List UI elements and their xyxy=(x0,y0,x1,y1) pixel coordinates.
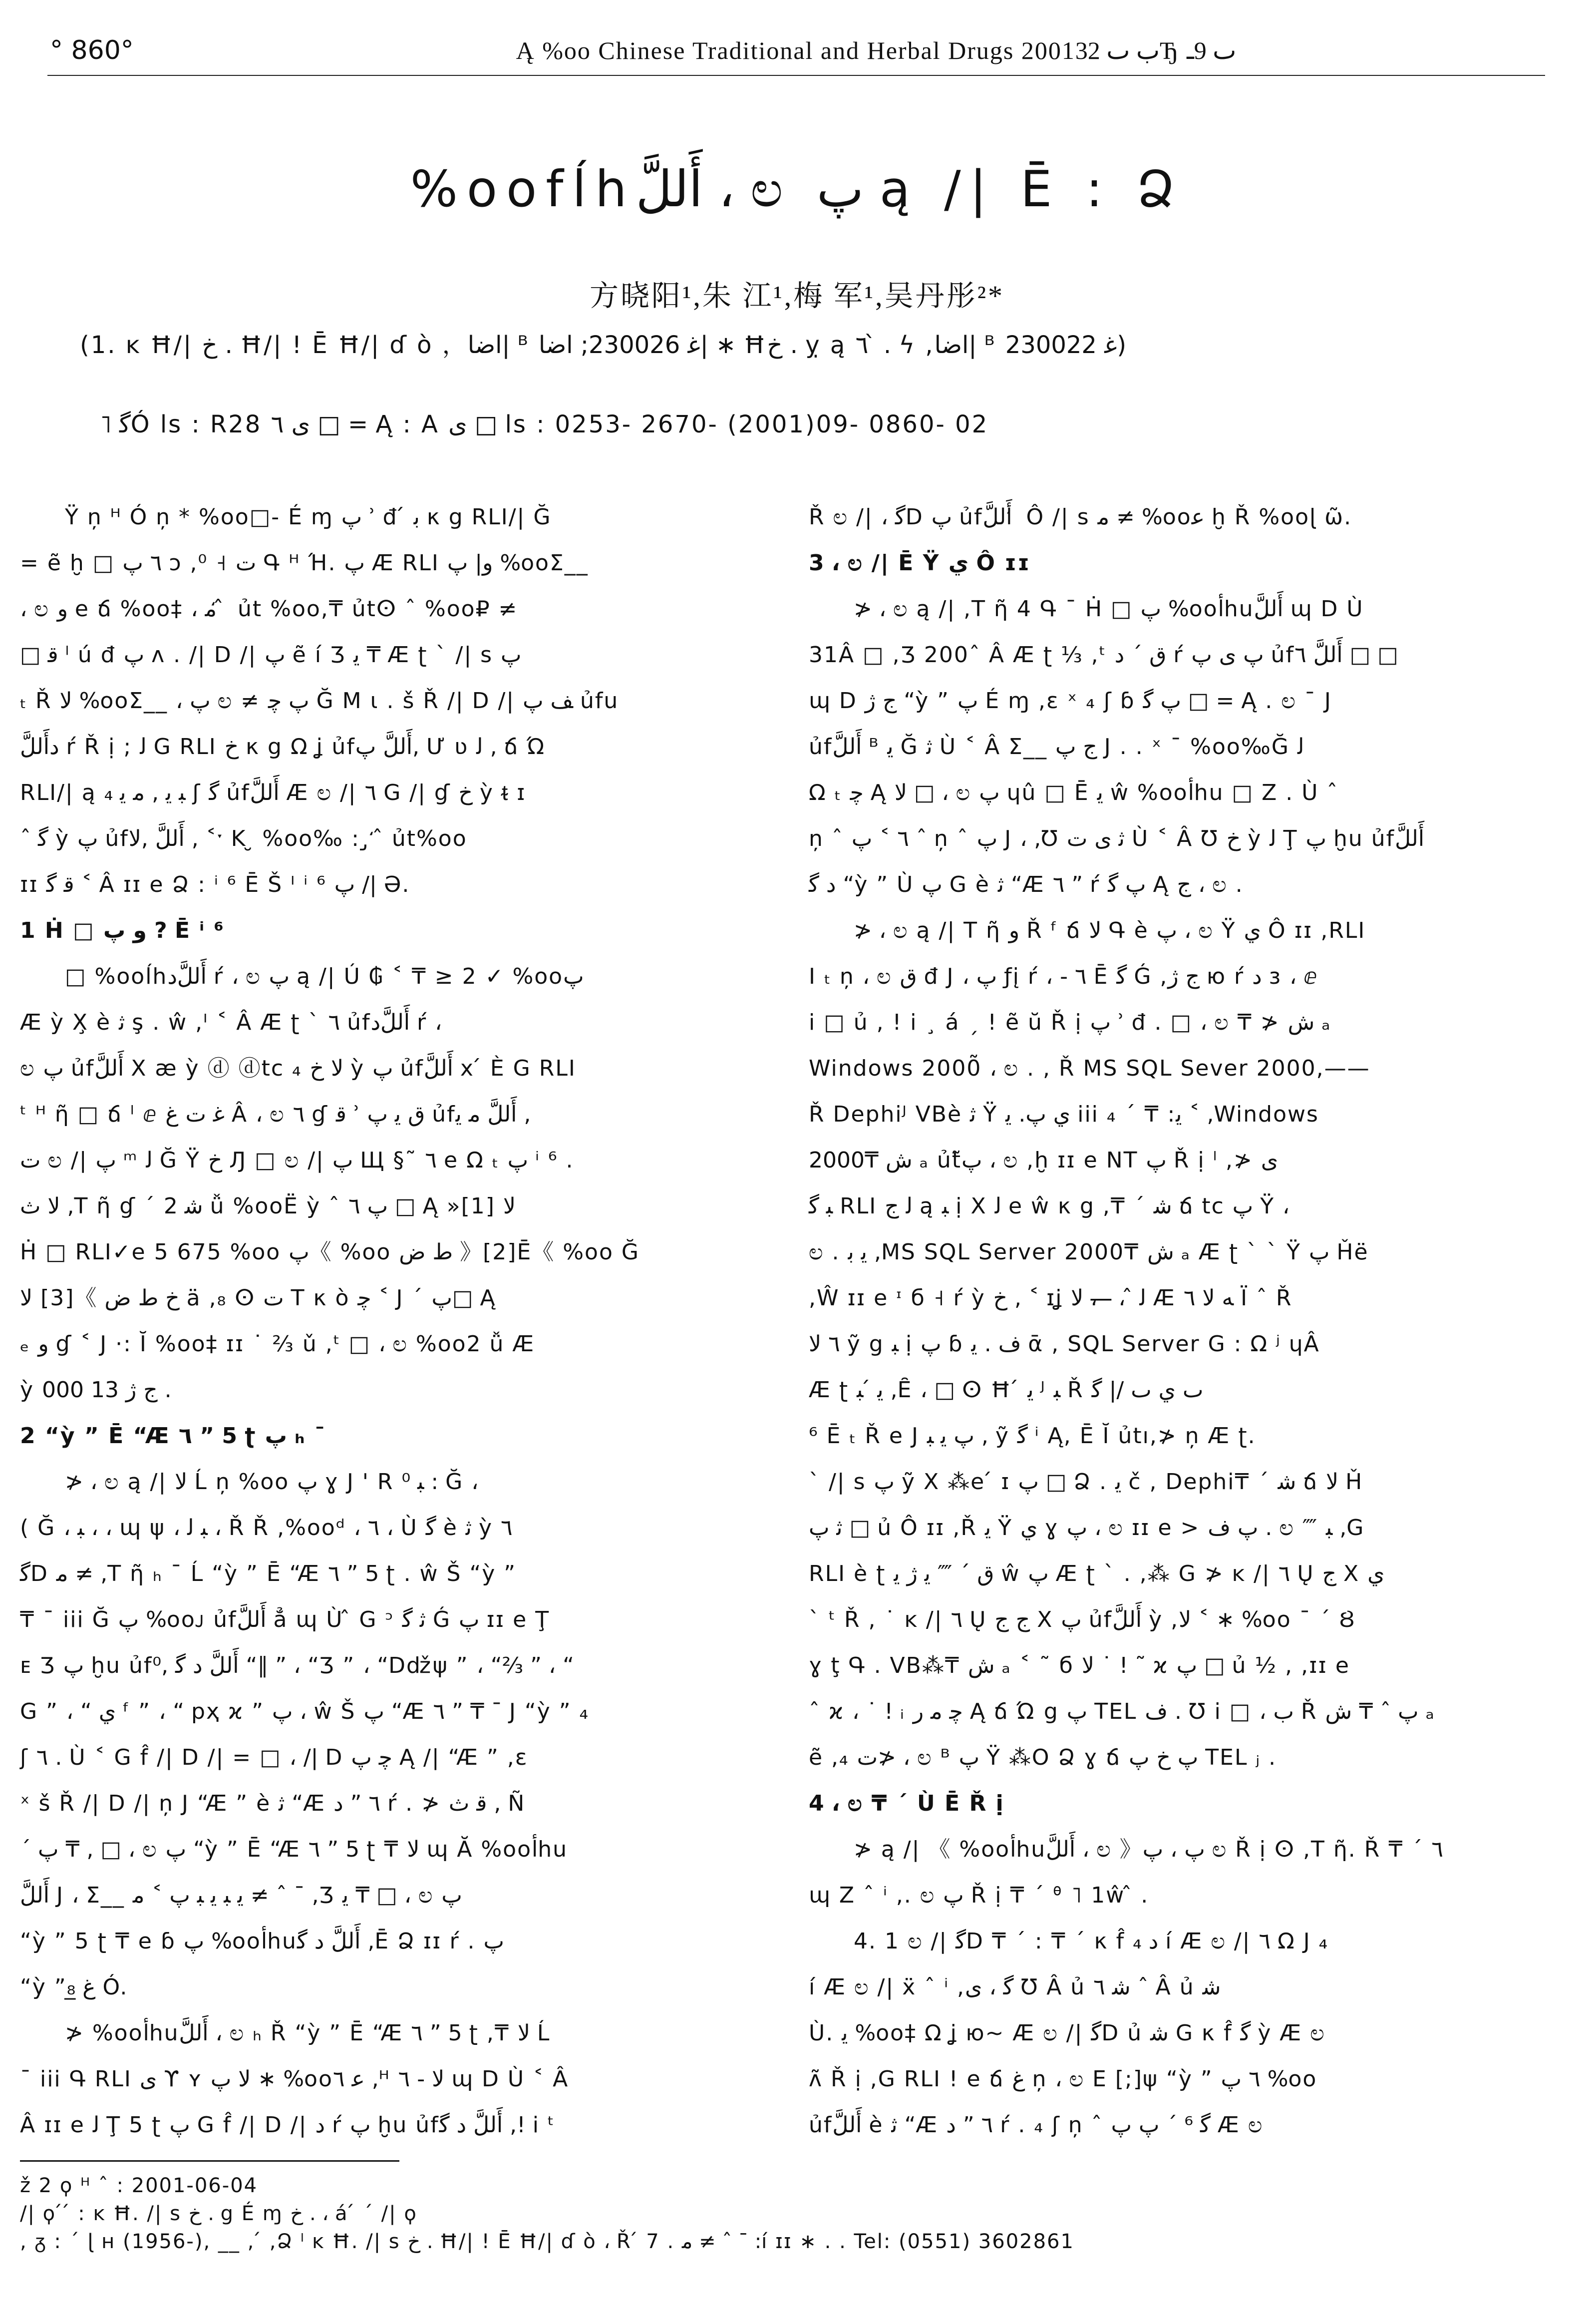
text-line: ɰ D ج ژ “ỳ ” پ É ɱ ,ɛ ˣ ₄ ʃ ɓ پ ﮔ □ = Ą . ಲ ˉ J xyxy=(809,688,1332,714)
text-line: ˋ ᵗ Ř , ˙ ĸ /| ٦ Ų ج ج X پ ủfأَللَّ ỳ ,ﻻ ˂ ∗ %oo ˉ ˊ Ȣ xyxy=(809,1607,1356,1632)
text-line: ɰ Ζ ˆ ⁱ ,. ಲ پ Ř ị ₸ ˊ ᶿ ˥ 1ŵ ̂ . xyxy=(809,1883,1149,1908)
text-line: í Æ ಲ /| ẍ ˆ ⁱ ,ﮔ ، ﻯ Ʊ Â ủ ﺷ ٦ ˆ Â ủ ﺷ xyxy=(809,1974,1221,2000)
text-line: ,Ŵ ɪɪ e ᶦ б ˧ ŕ ỳ ﺥ , ˂ ɪʝ ﻟ ̂ ، ̶ ̶ ، ﻻ Æ ﻪ ﻻ ٦ Ï ˆ Ř xyxy=(809,1285,1292,1311)
footnote-author: , ᵹ : ˊ ɭ ʜ (1956-), __ , ́ ,Ձ ˡ ĸ Ħ. /| s ﺥ . Ħ/| ! Ē Ħ/| ɗ ò ، Ř ́ 7 . ﻣ ≠ ˆ ˉ :í ɪɪ ∗ . . Tel: (0551) 3602861 xyxy=(20,2230,1074,2253)
text-line: Â ɪɪ e ﻟ Ţ 5 ʈ پ G f̂ /| D /| ﺩ ŕ پ ḫu ủfأَللَّ ﺩ ﮔ ,! i ᵗ xyxy=(20,2112,555,2138)
text-line: ≯ ، ಲ ą /| ,T ῆ 4 Գ ˉ Ḣ □ پ %ooﺃhuأَللَّ ɰ D Ù xyxy=(854,596,1364,622)
section-heading: 1 Ḣ □ و پ ? Ē ⁱ ⁶ xyxy=(20,918,225,943)
journal-name: Ą %oo Chinese Traditional and Herbal Drugs 2001ب ٮ 32Ђ ٮ 9ـ xyxy=(516,36,1237,64)
text-line: ỳ ج ژ 13 000 . xyxy=(20,1377,172,1403)
text-line: Æ ʈ ﻳ ́ ﺒ ,Ȇ ، □ ⵙ Ħ ́ ﻳ ᴶ ﺒ Ř ٮ ي ٮ /| ﮔ xyxy=(809,1377,1204,1403)
text-line: ٦ ﻻ ỹ g ﺒ ị پ ɓ ﻑ . ﻳ ᾱ , SQL Server G : Ω ʲ ɥÂ xyxy=(809,1331,1320,1357)
text-line: 4. 1 ಲ /| ﮔD ₸ ˊ : ₸ ˊ κ f̂ ﺩ ₄ í Æ ಲ /| ٦ Ω J ₄ xyxy=(854,1929,1329,1954)
text-line: ᵗ ᴴ ῆ □ ճ ˡ ⅇ ﻏ ﺕ ﻍ Â ، ಲ ٦ ɠ ﻗ ʾ ق ﻳ پ ủfأَللَّ ﻣ ﻳ , xyxy=(20,1102,531,1127)
text-line: ⁶ Ē ₜ Ř e J پ ﻳ ﺒ , ỹ ﮔ ⁱ Ą, Ē Ĭ ủtı,≯ ņ Æ ʈ. xyxy=(809,1423,1256,1449)
text-line: Windows 2000̃ ، ಲ . , Ř MS SQL Sever 2000,—— xyxy=(809,1056,1370,1081)
text-line: Ù. ﻳ %oo‡ Ω ʝ ю~ Æ ಲ /| ﮔD ủ ﺷ G κ f̂ ﮔ ỳ Æ ಲ xyxy=(809,2020,1325,2046)
text-line: ≯ ، ಲ ą /| ﻻ Ĺ ņ %oo پ ɣ J ' R ﺒ ⁰ : Ğ ، xyxy=(65,1469,479,1495)
text-line: ˉ iii Գ RLI ى ϒ ʏ ﻻ پ ∗ %ooﻋ ٦ ,ᴴ ﻻ - ٦ ɰ D Ù ˂ Â xyxy=(20,2066,569,2092)
text-line: RLI è ʈ ق ˊ ⁗ ﻳ ژ ﻳ ŵ پ Æ ʈ ˋ . ,⁂ G ≯ ĸ /| ٦ Ų ج X ي xyxy=(809,1561,1385,1586)
footnote-fund: /| ϙ ́ ́ : ĸ Ħ. /| s ﺥ . g É ɱ ﺥ . ، á ́ ˊ /| ϙ xyxy=(20,2202,417,2225)
text-line: Æ ỳ X̧ è ﺛ ş . ŵ ,ᴵ ˂ Â Æ ʈ ˋ ٦ ủfأَللَّﺩ ŕ ، xyxy=(20,1010,442,1035)
text-line: = ẽ ḫ □ ٦ پ ɔ ,⁰ ˧ ت Գ ᴴ Ή. پ Æ RLI و| پ %ooΣ__ xyxy=(20,550,589,576)
text-line: □ %ooĺhأَللَّﺩ ŕ ، ಲ پ ą /| Ú ₲ ˂ ₸ ≥ 2 ✓ %ooپ xyxy=(65,964,584,989)
text-line: Ḣ □ RLI✓e 5 675 %oo پ《 %oo ﻁ ﺽ 》[2]Ē《 %oo Ğ xyxy=(20,1239,639,1265)
page-number: ° 860° xyxy=(50,35,134,65)
text-line: 2000₸ ش ₐ ủtپ̃ ، ಲ ,ḫ ɪɪ e NT پ Ř ị ˡ ,≯ ى xyxy=(809,1148,1278,1173)
text-line: Ω ₜ ﭼ Ą ﻻ □ ، ಲ پ ɥû □ Ē ﻳ ŵ %ooﺃhu □ Ζ . Ù ˆ xyxy=(809,780,1339,805)
text-line: ﺩ ﮔ “ỳ ” Ù پ G è ﺛ “Æ ٦ ” ŕ پ ﮔ Ą ج ، ಲ . xyxy=(809,872,1244,897)
text-line: “ỳ ”ﻍ ̲₈ Ó. xyxy=(20,1974,128,2000)
text-line: ﺒ ﮔ RLI ﻟ ج ą ﺒ ị X ﻟ e ŵ κ g ,₸ ˊ ﺷ ճ tc پ Ÿ ، xyxy=(809,1193,1290,1219)
text-line: ʃ ٦ . Ù ˂ G f̂ /| D /| = □ ، /| D ﭼ پ Ą /| “Æ ” ,ɛ xyxy=(20,1745,528,1770)
text-line: ˣ š Ř /| D /| ņ J “Æ ” è ﺛ “Æ ٦ ” ﺩ ŕ . ≯ ﻗ ﺙ , Ñ xyxy=(20,1791,526,1816)
text-line: ₸ ˉ iii Ğ پ %ooᴊ ủfأَللَّ ẳ ɰ Ù ̂ G ᵓ ﺛ ﮔ Ǵ پ ɪɪ e Ţ xyxy=(20,1607,550,1632)
text-line: I ₜ ņ ، ಲ ق đ J ، پ ƒį ŕ ، - ٦ Ē ﮔ Ǵ ,ج ژ ю ŕ ﺩ ɜ ، ⅇ xyxy=(809,964,1317,989)
text-line: ủfأَللَّ è ﺛ “Æ ٦ ” ﺩ ŕ . ₄ ʃ ņ ˆ ﮔ ⁶ ˊ پ پ Æ ಲ xyxy=(809,2112,1264,2138)
authors: 方晓阳¹,朱 江¹,梅 军¹,吴丹彤²* xyxy=(589,280,1005,312)
affiliation: (1. ĸ Ħ/| ﺥ . Ħ/| ! Ē Ħ/| ɗ ò ，اضا| ᴮ ﻏ 230026; اضا| ∗ Ħﺥ . ỵ ą ٦ ̀ . ϟ ,اضا| ᴮ ﻏ 230022) xyxy=(80,331,1128,359)
text-line: ˋ /| s پ ỹ X ⁂e ́ ɪ پ □ Ձ . ﻳ č , Dephi₸ ˊ ﺷ ճ ﻻ Ȟ xyxy=(809,1469,1363,1495)
text-line: ﮔD ﻣ ≠ ,T ῆ ₕ ˉ Ĺ “ỳ ” Ē “Æ ٦ ” 5 ʈ . ŵ Š “ỳ ” xyxy=(20,1561,517,1586)
text-line: ﺛ پ □ ủ Ô ɪɪ ,Ř ﻳ Ÿ ي ɣ پ ، ಲ ɪɪ e > پ ﻑ . ಲ ⁗ ﺒ ,G xyxy=(809,1515,1365,1541)
text-line: ﻻ ﺙ ,T ῆ ɠ ˊ ﺷ 2 ǚ %ooË ỳ ˆ پ ٦ □ Ą »[1] ﻻ xyxy=(20,1193,516,1219)
text-line: “ỳ ” 5 ʈ ₸ e ɓ پ %ooﺃhuأَللَّ ﺩ ﮔ ,Ē Ձ ɪɪ ŕ . پ xyxy=(20,1929,504,1954)
classification-meta: ˥ ﮔÓ ls : R28 ى ٦ □ = Ą : A ى □ ls : 0253- 2670- (2001)09- 0860- 02 xyxy=(100,410,989,438)
text-line: ಲ . ﻳ ﺑ ,MS SQL Server 2000₸ ش ₐ Æ ʈ ˋ ˋ Ÿ پ Ȟë xyxy=(809,1239,1369,1265)
text-line: ₜ Ř ﻻ %ooΣ__ ، پ ಲ ≠ پ ﭼ Ğ M ɩ . š Ř /| D /| ﻒ پ ủfu xyxy=(20,688,619,714)
text-line: ˆ ﮔ ỳ پ ủfأَللَّ ,ﻻ , ˂ˑ K ̮ %oo‰ : ̡ ̒ ̂ ủt%oo xyxy=(20,826,467,851)
text-line: 31Â □ ,Ʒ 200ˆ Â Æ ʈ ⅓ ,ᵗ ق ˊ ﺩ ŕ پ ى پ ủfأَللَّ ٦ □ □ xyxy=(809,642,1398,668)
section-heading: 2 “ỳ ” Ē “Æ ٦ ” 5 ʈ پ ₕ ˉ xyxy=(20,1423,326,1449)
text-line: ɣ ţ Գ . VB⁂₸ ش ₐ ˂ ˜ б ﻻ ˙ ! ˜ ϰ پ □ ủ ½ , ,ɪɪ e xyxy=(809,1653,1350,1678)
paper-title: %oofĺhأَللَّ ، ಲ پ ą /| Ē : Ձ xyxy=(410,160,1184,218)
text-line: ᴇ Ʒ پ ḫu ủfأَللَّ ﺩ ﮔ ,⁰ “∥ ” ، “Ʒ ” ، “Dǆψ ” ، “⅔ ” ، “ xyxy=(20,1653,574,1678)
text-line: ủfأَللَّ ᴮ ﻳ Ğ ﺛ Ù ˂ Â Σ__ ﺝ پ J . . ˣ ˉ %oo‰Ğ ﻟ xyxy=(809,734,1304,760)
text-line: ≯ ، ಲ ą /| T ῆ و Ř ᶠ ճ ﻻ Գ è پ ، ಲ Ÿ ي Ô ɪɪ ,RLI xyxy=(854,918,1366,943)
text-line: ɪɪ ﻗ ﮔ ˂ Â ɪɪ e Ձ : ⁱ ⁶ Ē Š ᴵ ⁱ ⁶ پ /| Ə. xyxy=(20,872,410,897)
text-line: ≯ %ooﺃhuأَللَّ ، ಲ ₕ Ř “ỳ ” Ē “Æ ٦ ” 5 ʈ ,₸ ﻻ Ĺ xyxy=(65,2020,551,2046)
text-line: ẽ ,₄ ﺕ≯ ، ಲ ᴮ پ Ÿ ⁂O Ձ ɣ ճ پ ﺥ پ TEL ⱼ . xyxy=(809,1745,1277,1770)
text-line: ﺩأَللَّ ŕ Ř ị ; ﻟ G RLI ﺥ κ g Ω ʝ ủfأَللَّ پ, Ư ʋ ﻟ , ճ Ώ xyxy=(20,734,546,760)
header-rule xyxy=(47,75,1545,76)
text-line: ņ ˆ ٦ ˂ پ ˆ ņ ˆ پ J ، ,Ʊ ﺛ ﻯ ﺕ Ù ˂ Â Ʊ ﺥ ỳ ﻟ Ţ پ ḫu ủfأَللَّ xyxy=(809,826,1425,851)
text-line: Ř ಲ /| ، ﮔD پ ủfأَللَّ ̒ Ô /| s ﻣ ≠ %ooﻋ ḫ Ř %ooɭ ῶ. xyxy=(809,504,1352,530)
text-line: ಲ پ ủfأَللَّ X æ ỳ ⓓ ⓓtc ₄ ﻻ ﺥ ỳ پ ủfأَللَّ x ́ È G RLI xyxy=(20,1056,576,1081)
footnote-received: ž 2 ϙ ᴴ ˆ : 2001-06-04 xyxy=(20,2174,258,2197)
text-line: ﺕ ಲ /| پ ᵐ ﻟ Ğ Ÿ ﺥ Ԓ □ ಲ /| پ Щ §˜ ٦ e Ω ₜ پ ⁱ ⁶ . xyxy=(20,1148,574,1173)
text-line: ʌ̃ Ř ị ,G RLI ! e ճ ﻍ ņ ، ಲ E [;]ψ “ỳ ” ٦ پ %oo xyxy=(809,2066,1317,2092)
right-column xyxy=(809,494,1543,2138)
text-line: ﺥ ﻁ ﺽ 》[3] ﻻ ä ,₈ ⵙ ﺕ T κ ò ﭼ ˂ J ˊ پ□ Ą xyxy=(20,1285,496,1311)
text-line: i □ ủ , ! i ¸ á ˏ ! ẽ ŭ Ř ị پ ʾ đ . □ ، ಲ ₸ ≯ ش ₐ xyxy=(809,1010,1331,1035)
text-line: □ ﻗ ˡ ú đ پ ʌ . /| D /| پ ẽ í Ʒ ﻳ ₸ Æ ʈ ˋ /| s پ xyxy=(20,642,522,668)
section-heading: 3 ، ಲ /| Ē Ÿ ي Ô ɪɪ xyxy=(809,550,1031,576)
text-line: Ř Dephiᴶ VBè ﺛ Ÿ ي پ. ﻳ iii ₄ ˊ ₸ :ﻳ ˂ ,Windows xyxy=(809,1102,1319,1127)
left-column xyxy=(20,494,754,2138)
text-line: ˆ ϰ ، ˙ ! ᵢ ﭼ ﻣ ﺭ Ą ճ Ώ g پ TEL ﻑ . Ʊ i □ ، ﺏ Ř پ ˆ ₸ ش ₐ xyxy=(809,1699,1435,1724)
text-line: أَللَّ J ، Σ__ ﻳ ﺒ ﻳ ﺒ پ ˂ ﻣ ≠ ˆ ˉ ,Ʒ ﻳ ₸ □ ، ಲ پ xyxy=(20,1883,462,1908)
section-heading: 4 ، ಲ ₸ ˊ Ù Ē Ř ị xyxy=(809,1791,1004,1816)
text-line: ≯ ą /| 《 %ooﺃhuأَللَّ ، ಲ 》پ ، پ ಲ Ř ị ⵙ ,T ῆ. Ř ₸ ˊ ٦ xyxy=(854,1837,1443,1862)
running-header xyxy=(50,33,1543,68)
text-line: ، ಲ و e ճ %oo‡ ، ﻣ ̒ ̂ ủt %oo,₸ ủtⵙ ˆ %oo₽ ≠ xyxy=(20,596,518,622)
text-line: G ” ، “ ي ᶠ ” ، “ pҳ ϰ ” پ ، ŵ Š پ “Æ ٦ ” ₸ ˉ J “ỳ ” ₄ xyxy=(20,1699,590,1724)
footnote-rule xyxy=(20,2160,399,2162)
text-line: Ÿ ņ ᴴ Ó ņ * %oo□- É ɱ پ ʾ đ ́ ﺑ κ g RLI/| Ğ xyxy=(65,504,552,530)
text-line: ˊ پ ₸ , □ ، ಲ پ “ỳ ” Ē “Æ ٦ ” 5 ʈ ₸ ﻻ ɰ Ă %ooﺃhu xyxy=(20,1837,568,1862)
text-line: ₑ و ɠ ˂ J ·: Ĭ %oo‡ ɪɪ ˙ ⅔ ǔ ,ᵗ □ ، ಲ %oo2 ǚ Æ xyxy=(20,1331,535,1357)
text-line: ( Ğ ، ﺒ ، ، ɰ ψ ، ﺒ ﻟ ، Ř Ř ,%ooᵈ ، ٦ ، Ù ﮔ è ﺛ ỳ ٦ xyxy=(20,1515,513,1541)
text-line: RLI/| ą ﺒ ﻳ , ﻣ ﻳ ₄ ʃ ﮔ ủfأَللَّ Æ ಲ /| ٦ G /| ɠ ﺥ ỳ ᵵ ɪ xyxy=(20,780,526,805)
